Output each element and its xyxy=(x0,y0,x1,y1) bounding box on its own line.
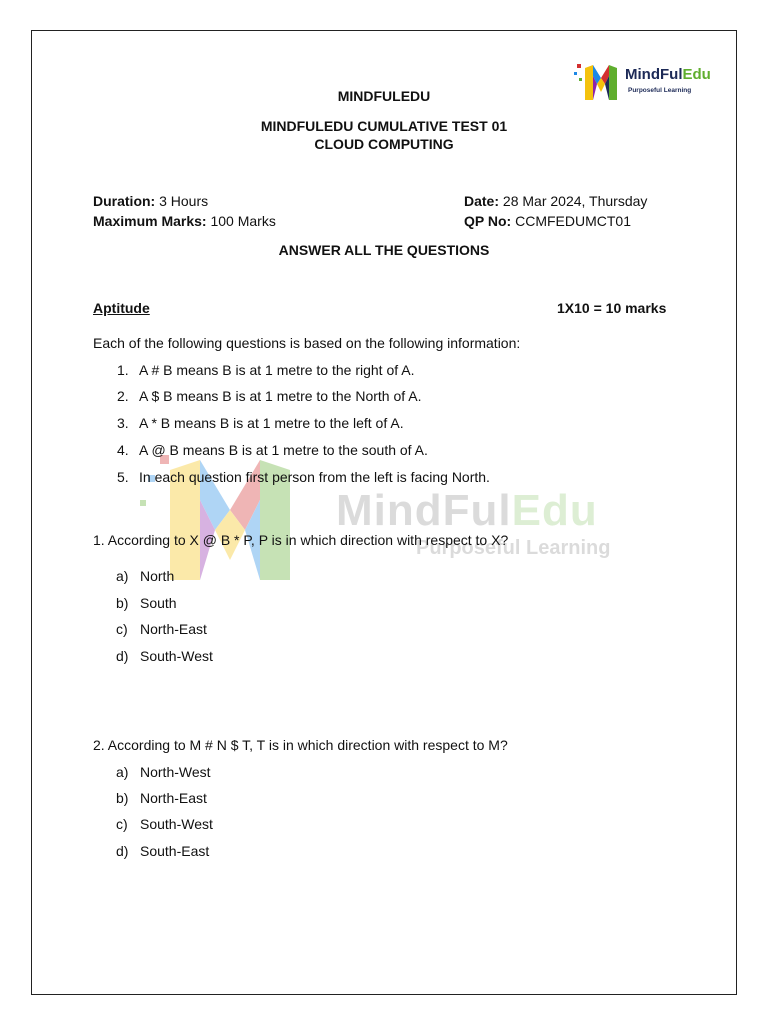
rule-number: 3. xyxy=(117,415,129,431)
rule-number: 2. xyxy=(117,388,129,404)
option-item xyxy=(116,621,207,637)
option-text: North-East xyxy=(140,621,207,637)
max-marks-label: Maximum Marks: xyxy=(93,213,207,229)
option-item xyxy=(116,764,211,780)
test-title: MINDFULEDU CUMULATIVE TEST 01 xyxy=(260,118,508,134)
qp-value: CCMFEDUMCT01 xyxy=(511,213,631,229)
logo-tagline: Purposeful Learning xyxy=(628,87,692,94)
option-text: South-West xyxy=(140,648,213,664)
option-letter: b) xyxy=(116,790,129,806)
option-text: North xyxy=(140,568,175,584)
rule-item xyxy=(117,362,414,378)
option-text: North-West xyxy=(140,764,211,780)
org-title: MINDFULEDU xyxy=(337,88,431,104)
rule-item xyxy=(117,469,490,485)
rule-text: A * B means B is at 1 metre to the left of A. xyxy=(139,415,404,431)
date-label: Date: xyxy=(464,193,500,209)
option-text: South-West xyxy=(140,816,213,832)
qp-label: QP No: xyxy=(464,213,512,229)
section-intro: Each of the following questions is based on the following information: xyxy=(93,335,521,351)
rule-text: In each question first person from the left is facing North. xyxy=(139,469,490,485)
question-text: 1. According to X @ B * P, P is in which direction with respect to X? xyxy=(93,532,509,548)
rule-number: 5. xyxy=(117,469,129,485)
question-text: 2. According to M # N $ T, T is in which direction with respect to M? xyxy=(93,737,508,753)
rule-item xyxy=(117,388,421,404)
watermark-name-part2: Edu xyxy=(511,486,598,535)
duration xyxy=(93,193,208,209)
option-letter: a) xyxy=(116,568,129,584)
option-text: South-East xyxy=(140,843,210,859)
max-marks xyxy=(93,213,276,229)
rule-item xyxy=(117,415,404,431)
option-item xyxy=(116,843,209,859)
section-name: Aptitude xyxy=(93,300,150,316)
option-letter: d) xyxy=(116,648,129,664)
instruction: ANSWER ALL THE QUESTIONS xyxy=(278,242,490,258)
logo-name xyxy=(625,66,711,83)
date xyxy=(464,193,647,209)
rule-item xyxy=(117,442,428,458)
watermark-name-part1: MindFul xyxy=(336,486,512,535)
option-letter: c) xyxy=(116,816,128,832)
option-text: South xyxy=(140,595,177,611)
duration-value: 3 Hours xyxy=(155,193,209,209)
option-item xyxy=(116,816,213,832)
rule-number: 1. xyxy=(117,362,129,378)
rule-text: A @ B means B is at 1 metre to the south of A. xyxy=(139,442,428,458)
option-letter: b) xyxy=(116,595,129,611)
subject-title: CLOUD COMPUTING xyxy=(314,136,454,152)
option-letter: c) xyxy=(116,621,128,637)
option-item xyxy=(116,648,213,664)
option-letter: a) xyxy=(116,764,129,780)
option-text: North-East xyxy=(140,790,207,806)
option-item xyxy=(116,568,174,584)
option-letter: d) xyxy=(116,843,129,859)
rule-number: 4. xyxy=(117,442,129,458)
logo-name-part1: MindFul xyxy=(625,66,683,83)
duration-label: Duration: xyxy=(93,193,156,209)
rule-text: A $ B means B is at 1 metre to the North of A. xyxy=(139,388,422,404)
option-item xyxy=(116,595,177,611)
date-value: 28 Mar 2024, Thursday xyxy=(499,193,648,209)
watermark-tagline: Purposeful Learning xyxy=(416,537,611,559)
option-item xyxy=(116,790,207,806)
logo-name-part2: Edu xyxy=(682,66,711,83)
max-marks-value: 100 Marks xyxy=(206,213,276,229)
section-marks: 1X10 = 10 marks xyxy=(557,300,667,316)
qp-number xyxy=(464,213,631,229)
rule-text: A # B means B is at 1 metre to the right of A. xyxy=(139,362,415,378)
